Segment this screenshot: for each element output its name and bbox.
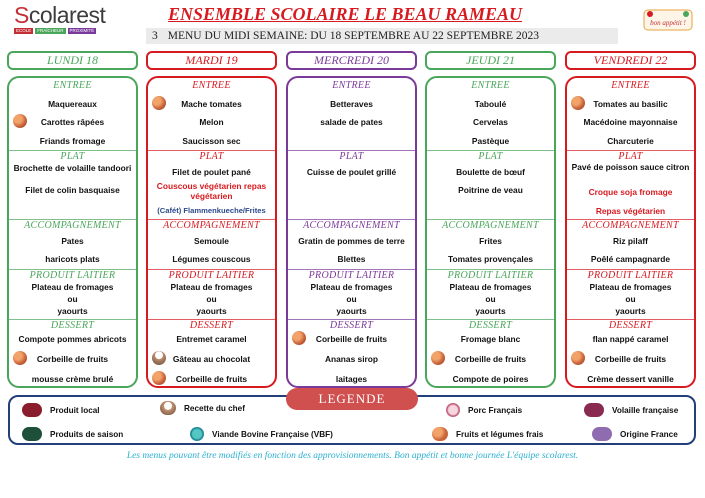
- menu-item: salade de pates: [320, 117, 383, 127]
- menu-item: yaourts: [336, 306, 367, 316]
- menu-item: [9, 354, 136, 364]
- menu-item-text: Corbeille de fruits: [594, 354, 667, 364]
- legend-item-volaille: [584, 403, 678, 417]
- legend-item-origine: [592, 427, 678, 441]
- menu-item: Boulette de bœuf: [456, 167, 525, 177]
- menu-item: Poêlé campagnarde: [590, 254, 671, 264]
- menu-item: Plateau de fromages: [589, 282, 672, 292]
- menu-item: Plateau de fromages: [170, 282, 253, 292]
- brand-tagline: [14, 28, 114, 34]
- brand-name: Scolarest: [14, 2, 106, 28]
- section-plat: PLAT: [618, 151, 643, 162]
- legend-item-porc: [446, 403, 522, 417]
- legend-label: Porc Français: [468, 405, 523, 415]
- menu-item: ou: [67, 294, 78, 304]
- menu-item-text: Mache tomates: [181, 99, 242, 109]
- menu-item: Taboulé: [474, 99, 507, 109]
- legend-label: Volaille française: [612, 405, 679, 415]
- menu-item: [9, 117, 136, 127]
- legend-item-fruits-legumes: [432, 427, 543, 441]
- menu-item: Gratin de pommes de terre: [298, 236, 405, 246]
- section-accompagnement: ACCOMPAGNEMENT: [582, 220, 679, 231]
- menu-item: Crème dessert vanille: [587, 374, 674, 384]
- section-plat: PLAT: [478, 151, 503, 162]
- menu-item: Friands fromage: [39, 136, 106, 146]
- volaille-icon: [584, 403, 604, 417]
- menu-item: Filet de colin basquaise: [25, 185, 120, 195]
- section-plat: PLAT: [199, 151, 224, 162]
- section-produit-laitier: PRODUIT LAITIER: [29, 270, 116, 281]
- day-column-jeudi: [425, 76, 556, 388]
- menu-item: Plateau de fromages: [31, 282, 114, 292]
- menu-item: ou: [625, 294, 636, 304]
- tagline-3: PROXIMITÉ: [69, 28, 95, 33]
- section-dessert: DESSERT: [50, 320, 95, 331]
- menu-item-vegetarien: Croque soja fromage: [588, 187, 673, 197]
- day-header-mercredi: MERCREDI 20: [286, 51, 417, 70]
- fruits-legumes-icon: [571, 96, 585, 110]
- section-dessert: DESSERT: [608, 320, 653, 331]
- menu-item: Pavé de poisson sauce citron: [571, 162, 690, 172]
- menu-item: [288, 334, 415, 344]
- legend-label: Viande Bovine Française (VBF): [212, 429, 333, 439]
- menu-item: Riz pilaff: [613, 236, 648, 246]
- menu-item: [148, 99, 275, 109]
- legend-item-recette-chef: [160, 401, 245, 415]
- menu-item: flan nappé caramel: [592, 334, 669, 344]
- menu-item: yaourts: [57, 306, 88, 316]
- menu-item: Compote de poires: [452, 374, 529, 384]
- fruits-legumes-icon: [152, 96, 166, 110]
- section-dessert: DESSERT: [468, 320, 513, 331]
- menu-item: Brochette de volaille tandoori: [13, 163, 132, 173]
- legend-item-produits-saison: [22, 427, 123, 441]
- fruits-legumes-icon: [13, 114, 27, 128]
- menu-item: Plateau de fromages: [310, 282, 393, 292]
- menu-item: ou: [485, 294, 496, 304]
- menu-item-text: Corbeille de fruits: [454, 354, 527, 364]
- menu-item: Compote pommes abricots: [18, 334, 127, 344]
- produits-saison-icon: [22, 427, 42, 441]
- day-header-mardi: MARDI 19: [146, 51, 277, 70]
- day-header-jeudi: JEUDI 21: [425, 51, 556, 70]
- menu-item: Légumes couscous: [172, 254, 251, 264]
- menu-item-vegetarien: Couscous végétarien repas végétarien: [156, 181, 267, 201]
- menu-item: laitages: [335, 374, 368, 384]
- menu-item: Plateau de fromages: [449, 282, 532, 292]
- section-produit-laitier: PRODUIT LAITIER: [447, 270, 534, 281]
- menu-item: Tomates provençales: [447, 254, 534, 264]
- page-title: ENSEMBLE SCOLAIRE LE BEAU RAMEAU: [167, 4, 523, 24]
- legend-label: Origine France: [620, 429, 678, 439]
- menu-item: [427, 354, 554, 364]
- day-header-lundi: LUNDI 18: [7, 51, 138, 70]
- menu-item: Blettes: [337, 254, 366, 264]
- menu-item: yaourts: [196, 306, 227, 316]
- legend-label: Produits de saison: [50, 429, 124, 439]
- menu-item: yaourts: [615, 306, 646, 316]
- fruits-legumes-icon: [292, 331, 306, 345]
- menu-item: Poitrine de veau: [458, 185, 523, 195]
- legend-item-viande-vbf: [190, 427, 333, 441]
- menu-item-text: Corbeille de fruits: [175, 374, 248, 384]
- legend-label: Produit local: [50, 405, 100, 415]
- legend-title: LEGENDE: [286, 388, 418, 410]
- menu-item: [148, 354, 275, 364]
- day-column-vendredi: [565, 76, 696, 388]
- menu-item: Ananas sirop: [324, 354, 379, 364]
- menu-item: Betteraves: [330, 99, 373, 109]
- menu-item: Pastèque: [471, 136, 510, 146]
- fruits-legumes-icon: [571, 351, 585, 365]
- fruits-legumes-icon: [431, 351, 445, 365]
- menu-item: Pates: [61, 236, 84, 246]
- menu-item: Maquereaux: [48, 99, 97, 109]
- section-entree: ENTREE: [471, 80, 510, 91]
- footer-note: Les menus pouvant être modifiés en fonction des approvisionnements. Bon appétit et bonne journée L'équipe scolarest.: [126, 451, 579, 461]
- section-produit-laitier: PRODUIT LAITIER: [587, 270, 674, 281]
- chef-icon: [152, 351, 166, 365]
- section-accompagnement: ACCOMPAGNEMENT: [442, 220, 539, 231]
- section-entree: ENTREE: [53, 80, 92, 91]
- menu-item: Semoule: [194, 236, 229, 246]
- fruits-legumes-icon: [152, 371, 166, 385]
- week-text: MENU DU MIDI SEMAINE: DU 18 SEPTEMBRE AU 22 SEPTEMBRE 2023: [167, 30, 539, 42]
- fruits-legumes-icon: [13, 351, 27, 365]
- section-entree: ENTREE: [332, 80, 371, 91]
- scolarest-logo: [14, 4, 114, 36]
- origine-france-icon: [592, 427, 612, 441]
- week-number: 3: [152, 30, 158, 42]
- menu-item-text: Corbeille de fruits: [315, 334, 388, 344]
- legend-item-produit-local: [22, 403, 100, 417]
- section-plat: PLAT: [60, 151, 85, 162]
- menu-item: Frites: [479, 236, 502, 246]
- section-accompagnement: ACCOMPAGNEMENT: [24, 220, 121, 231]
- fruits-legumes-icon: [432, 427, 448, 441]
- menu-item-cafet: (Cafét) Flammenkueche/Frites: [157, 206, 266, 215]
- menu-item: Filet de poulet pané: [172, 167, 251, 177]
- menu-item: haricots plats: [45, 254, 100, 264]
- section-plat: PLAT: [339, 151, 364, 162]
- section-produit-laitier: PRODUIT LAITIER: [168, 270, 255, 281]
- chef-icon: [160, 401, 176, 415]
- day-column-mardi: [146, 76, 277, 388]
- bon-appetit-text: bon appétit !: [650, 19, 686, 27]
- section-accompagnement: ACCOMPAGNEMENT: [163, 220, 260, 231]
- menu-item: [567, 99, 694, 109]
- menu-item-text: Corbeille de fruits: [36, 354, 109, 364]
- menu-item: yaourts: [475, 306, 506, 316]
- menu-item-text: Tomates au basilic: [593, 99, 668, 109]
- section-entree: ENTREE: [611, 80, 650, 91]
- tagline-1: ECOLE: [16, 28, 32, 33]
- section-produit-laitier: PRODUIT LAITIER: [308, 270, 395, 281]
- menu-item: [148, 374, 275, 384]
- week-bar: [146, 28, 618, 44]
- menu-item: Melon: [199, 117, 224, 127]
- produit-local-icon: [22, 403, 42, 417]
- day-column-lundi: [7, 76, 138, 388]
- vbf-icon: [190, 427, 204, 441]
- menu-item: Fromage blanc: [460, 334, 521, 344]
- menu-item-text: Carottes râpées: [40, 117, 105, 127]
- menu-item: Cuisse de poulet grillé: [306, 167, 397, 177]
- menu-item: Entremet caramel: [176, 334, 247, 344]
- menu-item: ou: [346, 294, 357, 304]
- section-accompagnement: ACCOMPAGNEMENT: [303, 220, 400, 231]
- section-entree: ENTREE: [192, 80, 231, 91]
- porc-icon: [446, 403, 460, 417]
- section-dessert: DESSERT: [189, 320, 234, 331]
- menu-item: [567, 354, 694, 364]
- menu-item: mousse crème brulé: [31, 374, 114, 384]
- menu-item: Charcuterie: [607, 136, 654, 146]
- bon-appetit-badge: [642, 6, 694, 34]
- brand-name-rest: colarest: [28, 2, 106, 28]
- menu-item: Saucisson sec: [182, 136, 241, 146]
- day-column-mercredi: [286, 76, 417, 388]
- tagline-2: FRAÎCHEUR: [37, 28, 64, 33]
- legend-label: Recette du chef: [184, 403, 245, 413]
- menu-item: Cervelas: [473, 117, 508, 127]
- menu-item-text: Gâteau au chocolat: [172, 354, 251, 364]
- legend-label: Fruits et légumes frais: [456, 429, 544, 439]
- section-dessert: DESSERT: [329, 320, 374, 331]
- menu-item-vegetarien: Repas végétarien: [595, 206, 666, 216]
- day-header-vendredi: VENDREDI 22: [565, 51, 696, 70]
- menu-item: Macédoine mayonnaise: [583, 117, 678, 127]
- menu-item: ou: [206, 294, 217, 304]
